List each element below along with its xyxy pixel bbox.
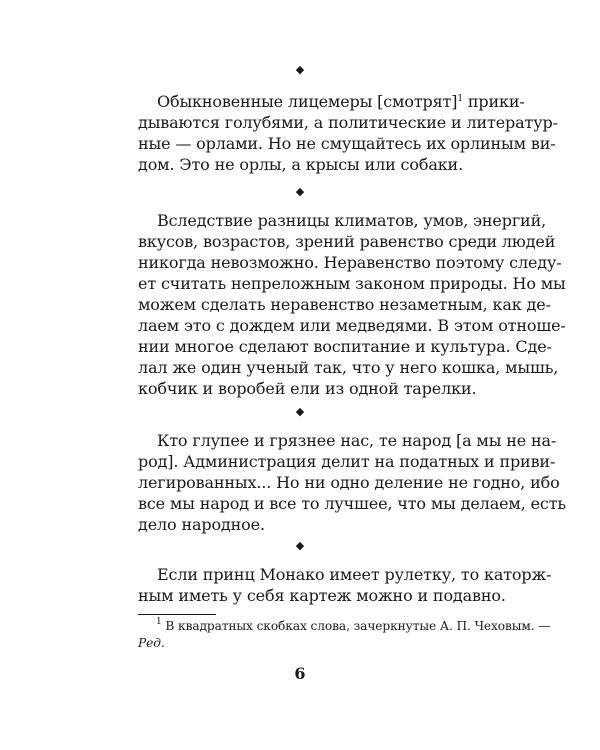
paragraph-line: вкусов, возрастов, зрений равенство среди людей bbox=[138, 232, 556, 251]
paragraph-line: лаем это с дождем или медведями. В этом отноше- bbox=[138, 316, 566, 335]
paragraph-line: никогда невозможно. Неравенство поэтому следу- bbox=[138, 253, 562, 272]
paragraph-line: дело народное. bbox=[138, 515, 265, 534]
footnote-line: $^1$ В квадратных скобках слова, зачеркнутые А. П. Чеховым. — bbox=[156, 617, 551, 633]
footnote-rule bbox=[138, 614, 216, 615]
paragraph-line: можем сделать неравенство незаметным, как де- bbox=[138, 295, 551, 314]
paragraph-line: Если принц Монако имеет рулетку, то каторж- bbox=[157, 565, 552, 584]
paragraph-line: ные — орлами. Но не смущайтесь их орлиным ви- bbox=[138, 134, 556, 153]
paragraph-line: ным иметь у себя картеж можно и подавно. bbox=[138, 586, 506, 605]
paragraph-line: кобчик и воробей ели из одной тарелки. bbox=[138, 379, 477, 398]
footnote-line: Ред. bbox=[138, 636, 165, 650]
paragraph-line: дом. Это не орлы, а крысы или собаки. bbox=[138, 155, 464, 174]
footnote-reference[interactable]: 1 bbox=[457, 94, 463, 104]
paragraph-line: род]. Администрация делит на податных и приви- bbox=[138, 452, 556, 471]
paragraph-2 bbox=[138, 210, 566, 399]
paragraph-line: дываются голубями, а политические и литератур- bbox=[138, 113, 558, 132]
paragraph-4 bbox=[138, 564, 552, 606]
paragraph-3 bbox=[138, 430, 566, 535]
paragraph-1 bbox=[138, 91, 558, 175]
paragraph-line: нии многое сделают воспитание и культура. Сде- bbox=[138, 337, 552, 356]
paragraph-line: Обыкновенные лицемеры [смотрят]$^1$ прики- bbox=[157, 92, 525, 111]
footnote bbox=[138, 617, 551, 652]
paragraph-line: Вследствие разницы климатов, умов, энергий, bbox=[157, 211, 547, 230]
section-divider-ornament: ◆ bbox=[295, 405, 305, 418]
section-divider-ornament: ◆ bbox=[295, 63, 305, 76]
footnote-number: 1 bbox=[156, 617, 162, 627]
paragraph-line: легированных... Но ни одно деление не годно, ибо bbox=[138, 473, 560, 492]
section-divider-ornament: ◆ bbox=[295, 185, 305, 198]
paragraph-line: Кто глупее и грязнее нас, те народ [а мы не на- bbox=[157, 431, 557, 450]
paragraph-line: ет считать непреложным законом природы. Но мы bbox=[138, 274, 566, 293]
paragraph-line: лал же один ученый так, что у него кошка, мышь, bbox=[138, 358, 559, 377]
page-number: 6 bbox=[294, 664, 306, 683]
paragraph-line: все мы народ и все то лучшее, что мы делаем, есть bbox=[138, 494, 566, 513]
section-divider-ornament: ◆ bbox=[295, 539, 305, 552]
